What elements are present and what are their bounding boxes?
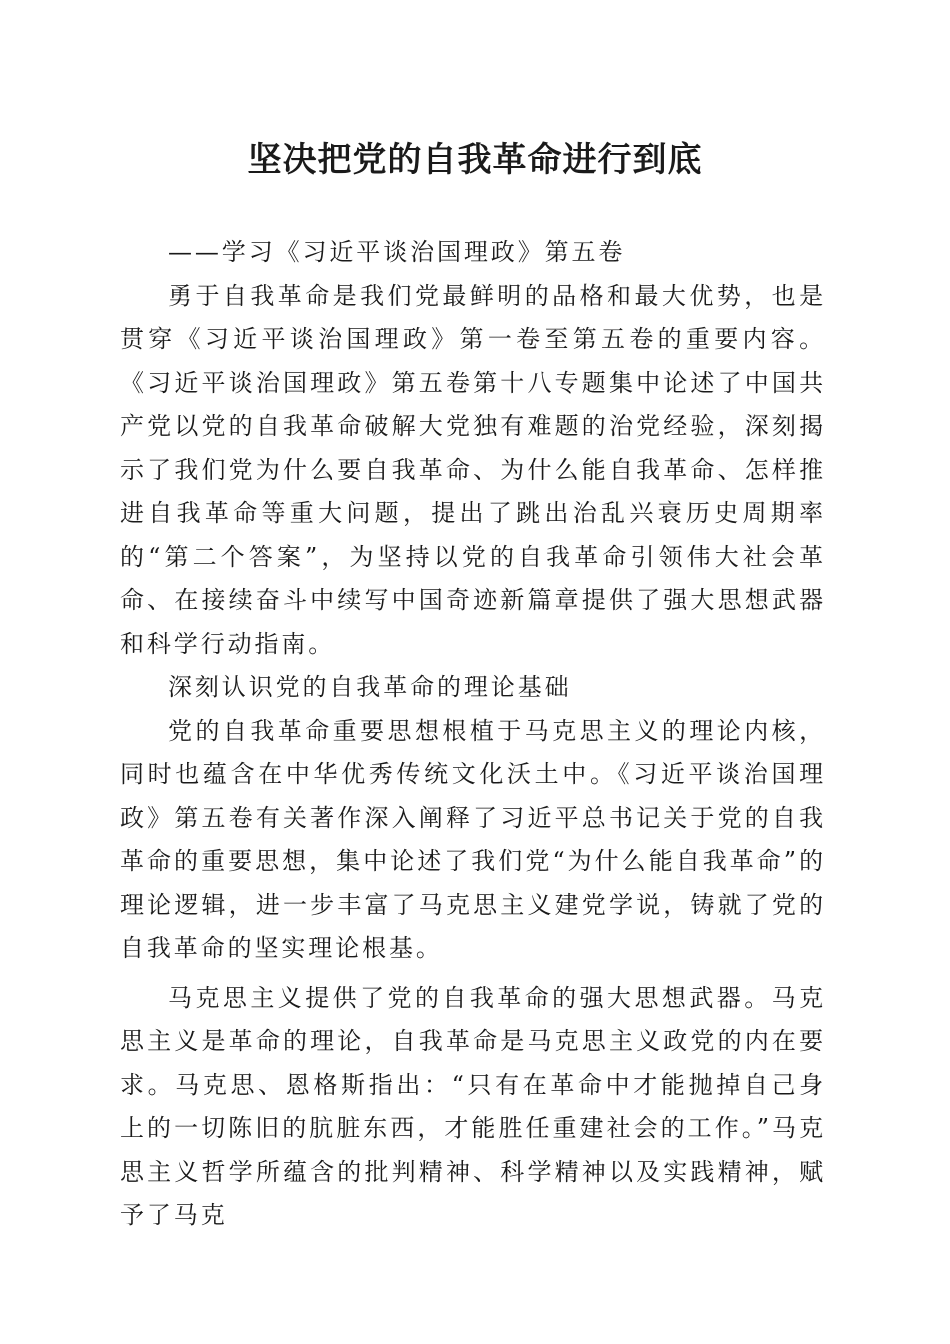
document-body [120, 231, 826, 1238]
intro-paragraph: 勇于自我革命是我们党最鲜明的品格和最大优势，也是贯穿《习近平谈治国理政》第一卷至第五卷的重要内容。《习近平谈治国理政》第五卷第十八专题集中论述了中国共产党以党的自我革命破解大党独有难题的治党经验，深刻揭示了我们党为什么要自我革命、为什么能自我革命、怎样推进自我革命等重大问题，提出了跳出治乱兴衰历史周期率的“第二个答案”，为坚持以党的自我革命引领伟大社会革命、在接续奋斗中续写中国奇迹新篇章提供了强大思想武器和科学行动指南。 [120, 281, 826, 658]
document-subtitle: ——学习《习近平谈治国理政》第五卷 [168, 238, 626, 266]
body-paragraph: 马克思主义提供了党的自我革命的强大思想武器。马克思主义是革命的理论，自我革命是马克思主义政党的内在要求。马克思、恩格斯指出：“只有在革命中才能抛掉自己身上的一切陈旧的肮脏东西，才能胜任重建社会的工作。”马克思主义哲学所蕴含的批判精神、科学精神以及实践精神，赋予了马克 [120, 983, 826, 1229]
section-heading: 深刻认识党的自我革命的理论基础 [168, 673, 572, 701]
document-title: 坚决把党的自我革命进行到底 [247, 140, 703, 180]
body-paragraph: 党的自我革命重要思想根植于马克思主义的理论内核，同时也蕴含在中华优秀传统文化沃土中。《习近平谈治国理政》第五卷有关著作深入阐释了习近平总书记关于党的自我革命的重要思想，集中论述了我们党“为什么能自我革命”的理论逻辑，进一步丰富了马克思主义建党学说，铸就了党的自我革命的坚实理论根基。 [120, 716, 826, 962]
